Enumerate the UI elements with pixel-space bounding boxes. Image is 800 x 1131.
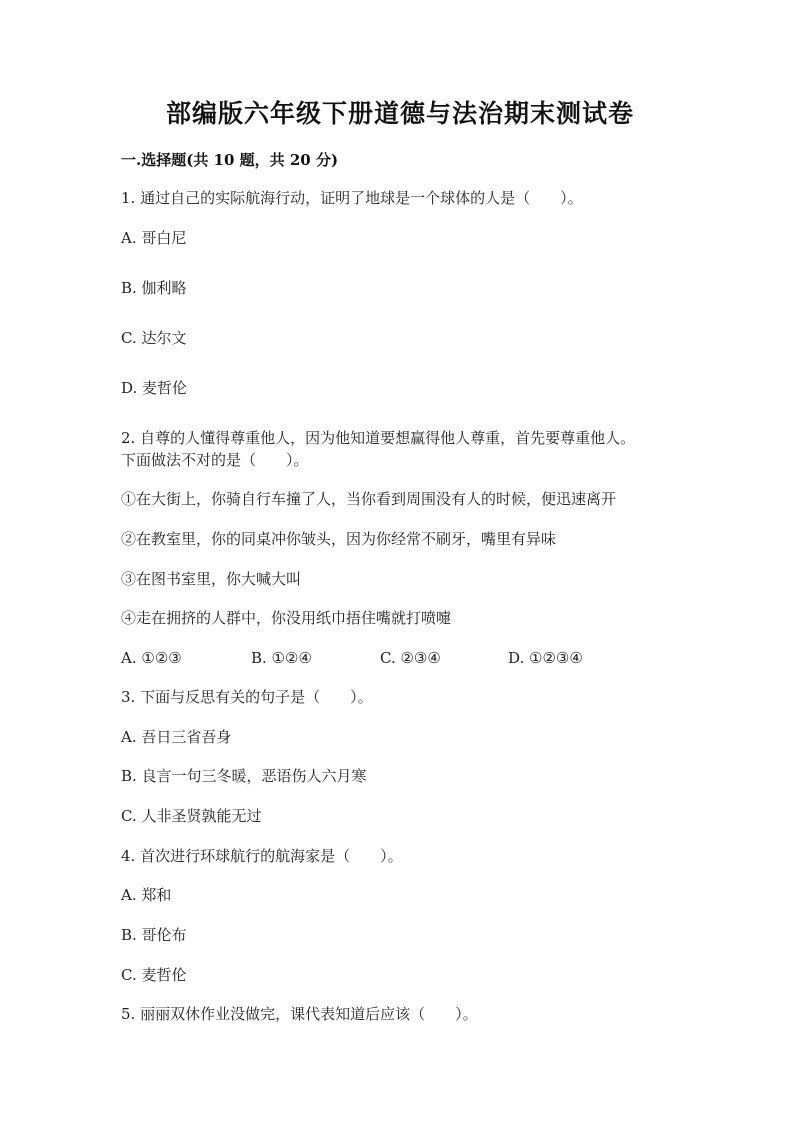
question-1-option-d[interactable]: D. 麦哲伦 — [121, 379, 188, 397]
question-1-stem: 1. 通过自己的实际航海行动，证明了地球是一个球体的人是（ ）。 — [121, 189, 583, 207]
question-3-stem: 3. 下面与反思有关的句子是（ ）。 — [121, 688, 373, 706]
question-4-stem: 4. 首次进行环球航行的航海家是（ ）。 — [121, 847, 403, 865]
question-2-option-c[interactable]: C. ②③④ — [380, 649, 441, 667]
question-5-stem: 5. 丽丽双休作业没做完，课代表知道后应该（ ）。 — [121, 1005, 478, 1023]
question-1-option-b[interactable]: B. 伽利略 — [121, 279, 187, 297]
question-4-option-b[interactable]: B. 哥伦布 — [121, 926, 187, 944]
question-2-option-d[interactable]: D. ①②③④ — [508, 649, 583, 667]
question-3-option-a[interactable]: A. 吾日三省吾身 — [121, 728, 232, 746]
question-2-stem-line-1: 2. 自尊的人懂得尊重他人，因为他知道要想赢得他人尊重，首先要尊重他人。 — [121, 429, 636, 447]
question-2-stem-line-2: 下面做法不对的是（ ）。 — [121, 451, 309, 469]
question-2-option-b[interactable]: B. ①②④ — [251, 649, 312, 667]
question-2-option-a[interactable]: A. ①②③ — [121, 649, 182, 667]
question-2-item-2: ②在教室里，你的同桌冲你皱头，因为你经常不刷牙，嘴里有异味 — [121, 530, 557, 548]
page-title: 部编版六年级下册道德与法治期末测试卷 — [165, 99, 634, 128]
question-4-option-a[interactable]: A. 郑和 — [121, 886, 172, 904]
question-4-option-c[interactable]: C. 麦哲伦 — [121, 966, 187, 984]
question-2-options-row — [121, 647, 721, 669]
question-2-item-4: ④走在拥挤的人群中，你没用纸巾捂住嘴就打喷嚏 — [121, 609, 452, 627]
question-3-option-b[interactable]: B. 良言一句三冬暖，恶语伤人六月寒 — [121, 767, 367, 785]
question-3-option-c[interactable]: C. 人非圣贤孰能无过 — [121, 807, 262, 825]
question-1-option-a[interactable]: A. 哥白尼 — [121, 229, 187, 247]
question-2-item-1: ①在大街上，你骑自行车撞了人，当你看到周围没有人的时候，便迅速离开 — [121, 490, 617, 508]
section-heading: 一.选择题(共 10 题，共 20 分) — [121, 151, 339, 169]
question-1-option-c[interactable]: C. 达尔文 — [121, 329, 187, 347]
question-2-item-3: ③在图书室里，你大喊大叫 — [121, 570, 302, 588]
